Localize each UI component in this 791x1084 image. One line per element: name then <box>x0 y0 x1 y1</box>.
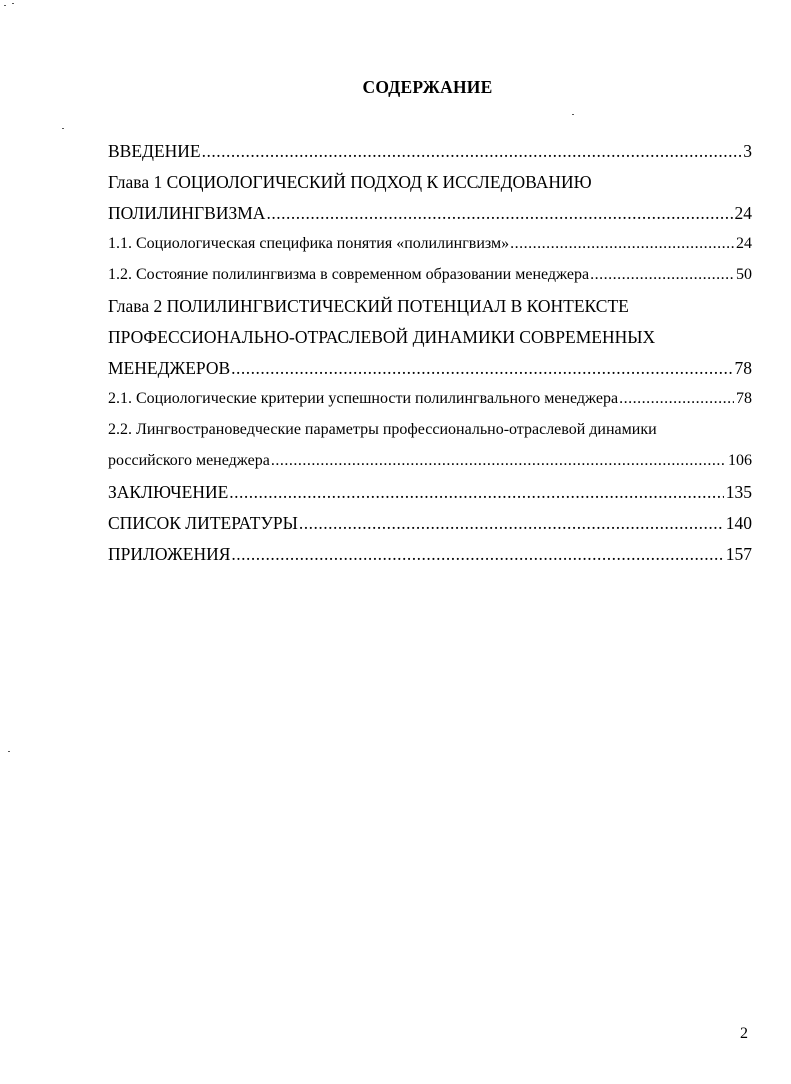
scan-speck <box>4 5 6 6</box>
toc-page-number: 78 <box>734 358 752 378</box>
toc-page-number: 24 <box>734 203 752 223</box>
toc-entry-section-2-2-line2[interactable] <box>108 449 752 480</box>
toc-entry-conclusion[interactable] <box>108 480 752 511</box>
dot-leader <box>510 232 734 256</box>
toc-entry-label: ПРОФЕССИОНАЛЬНО-ОТРАСЛЕВОЙ ДИНАМИКИ СОВРЕМЕННЫХ <box>108 327 656 347</box>
scan-speck <box>8 751 10 752</box>
dot-leader <box>271 449 726 473</box>
dot-leader <box>299 511 724 535</box>
toc-entry-section-1-2[interactable] <box>108 263 752 294</box>
page-number: 2 <box>740 1025 748 1042</box>
dot-leader <box>231 356 732 380</box>
toc-entry-label: СПИСОК ЛИТЕРАТУРЫ <box>108 513 298 533</box>
toc-entry-label: Глава 1 СОЦИОЛОГИЧЕСКИЙ ПОДХОД К ИССЛЕДОВАНИЮ <box>108 172 592 192</box>
toc-entry-appendices[interactable] <box>108 542 752 573</box>
toc-page-number: 157 <box>725 544 752 564</box>
toc-entry-label: ЗАКЛЮЧЕНИЕ <box>108 482 229 502</box>
toc-entry-section-2-1[interactable] <box>108 387 752 418</box>
dot-leader <box>229 480 723 504</box>
toc-page-number: 24 <box>736 235 752 252</box>
dot-leader <box>231 542 723 566</box>
dot-leader <box>590 263 734 287</box>
toc-entry-label: 2.2. Лингвострановедческие параметры профессионально-отраслевой динамики <box>108 421 657 438</box>
dot-leader <box>266 201 732 225</box>
toc-page-number: 140 <box>725 513 752 533</box>
scan-speck <box>12 3 14 4</box>
toc-entry-references[interactable] <box>108 511 752 542</box>
toc-page-number: 3 <box>743 141 752 161</box>
toc-entry-label: ПОЛИЛИНГВИЗМА <box>108 203 266 223</box>
toc-entry-section-2-2-line1[interactable] <box>108 418 752 449</box>
toc-entry-chapter1-line1[interactable] <box>108 170 752 201</box>
toc-page-number: 78 <box>736 390 752 407</box>
toc-entry-label: 1.1. Социологическая специфика понятия «полилингвизм» <box>108 235 510 252</box>
toc-entry-introduction[interactable] <box>108 139 752 170</box>
toc-entry-label: ВВЕДЕНИЕ <box>108 141 201 161</box>
toc-page-number: 106 <box>728 452 752 469</box>
dot-leader <box>202 139 742 163</box>
toc-entry-label: ПРИЛОЖЕНИЯ <box>108 544 231 564</box>
dot-leader <box>619 387 734 411</box>
toc-entry-chapter2-line1[interactable] <box>108 294 752 325</box>
toc-entry-chapter1-line2[interactable] <box>108 201 752 232</box>
toc-entry-label: 2.1. Социологические критерии успешности полилингвального менеджера <box>108 390 619 407</box>
page-title: СОДЕРЖАНИЕ <box>362 77 493 97</box>
toc-page-number: 135 <box>725 482 752 502</box>
toc-entry-section-1-1[interactable] <box>108 232 752 263</box>
toc-page-number: 50 <box>736 266 752 283</box>
toc-entry-chapter2-line3[interactable] <box>108 356 752 387</box>
toc-entry-label: МЕНЕДЖЕРОВ <box>108 358 231 378</box>
toc-entry-chapter2-line2[interactable] <box>108 325 752 356</box>
toc-entry-label: российского менеджера <box>108 452 270 469</box>
table-of-contents <box>108 139 752 573</box>
toc-entry-label: 1.2. Состояние полилингвизма в современном образовании менеджера <box>108 266 590 283</box>
toc-entry-label: Глава 2 ПОЛИЛИНГВИСТИЧЕСКИЙ ПОТЕНЦИАЛ В КОНТЕКСТЕ <box>108 296 629 316</box>
scan-speck <box>62 128 64 129</box>
scan-speck <box>572 114 574 115</box>
